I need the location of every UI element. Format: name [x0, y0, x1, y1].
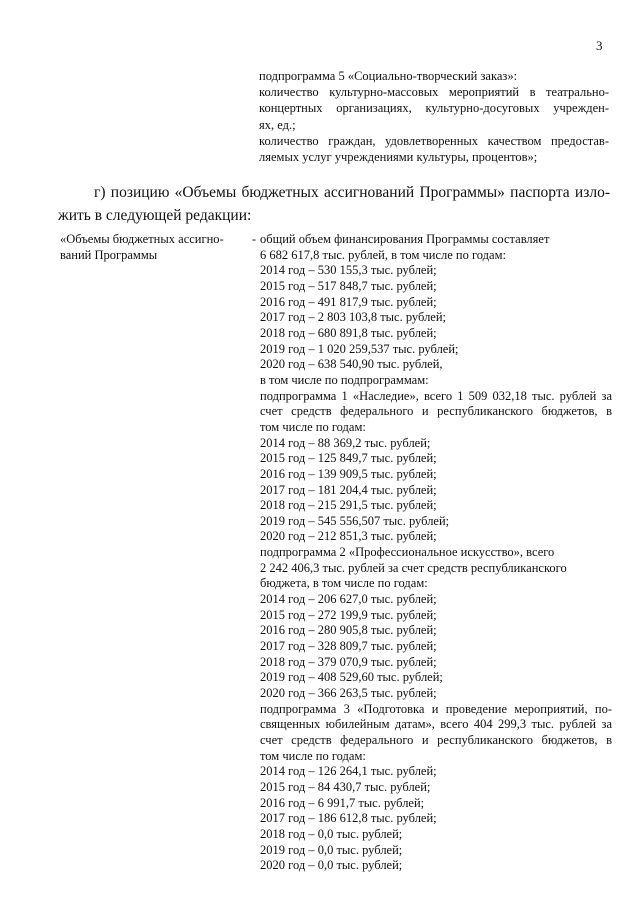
- subprogram-5-indicators: [259, 68, 609, 165]
- text-line: количество граждан, удовлетворенных качеством предостав-: [259, 133, 609, 148]
- value-line: 6 682 617,8 тыс. рублей, в том числе по годам:: [260, 247, 506, 262]
- value-line: 2019 год – 408 529,60 тыс. рублей;: [260, 670, 443, 685]
- text-line: ях, ед.;: [259, 117, 296, 132]
- label-line: ваний Программы: [60, 247, 158, 262]
- value-line: 2017 год – 328 809,7 тыс. рублей;: [260, 639, 437, 654]
- value-line: 2014 год – 206 627,0 тыс. рублей;: [260, 592, 437, 607]
- label-line: «Объемы бюджетных ассигно-: [60, 232, 224, 246]
- value-line: 2015 год – 84 430,7 тыс. рублей;: [260, 779, 431, 794]
- value-line: 2020 год – 212 851,3 тыс. рублей;: [260, 529, 437, 544]
- page-number: 3: [596, 38, 603, 53]
- value-line: 2019 год – 545 556,507 тыс. рублей;: [260, 513, 450, 528]
- value-line: священных юбилейным датам», всего 404 299,3 тыс. рублей за: [260, 717, 612, 732]
- value-line: общий объем финансирования Программы составляет: [260, 232, 550, 246]
- text-line: ляемых услуг учреждениями культуры, процентов»;: [259, 150, 538, 165]
- value-line: подпрограмма 1 «Наследие», всего 1 509 032,18 тыс. рублей за: [260, 388, 612, 403]
- value-line: счет средств федерального и республиканского бюджетов, в: [260, 733, 612, 747]
- value-line: счет средств федерального и республиканского бюджетов, в: [260, 404, 612, 419]
- value-line: 2016 год – 6 991,7 тыс. рублей;: [260, 795, 425, 810]
- value-line: 2018 год – 379 070,9 тыс. рублей;: [260, 654, 437, 669]
- value-line: 2014 год – 126 264,1 тыс. рублей;: [260, 764, 437, 779]
- value-line: 2019 год – 1 020 259,537 тыс. рублей;: [260, 341, 459, 356]
- value-line: 2016 год – 139 909,5 тыс. рублей;: [260, 466, 437, 481]
- value-line: 2 242 406,3 тыс. рублей за счет средств республиканского: [260, 560, 567, 575]
- value-line: 2020 год – 366 263,5 тыс. рублей;: [260, 686, 437, 701]
- value-line: 2014 год – 88 369,2 тыс. рублей;: [260, 435, 431, 450]
- value-line: 2018 год – 680 891,8 тыс. рублей;: [260, 325, 437, 340]
- passport-item-label: [60, 232, 260, 263]
- value-line: 2019 год – 0,0 тыс. рублей;: [260, 842, 403, 857]
- value-line: 2015 год – 125 849,7 тыс. рублей;: [260, 451, 437, 466]
- value-line: 2015 год – 517 848,7 тыс. рублей;: [260, 278, 437, 293]
- value-line: 2020 год – 638 540,90 тыс. рублей,: [260, 357, 443, 372]
- value-line: том числе по годам:: [260, 419, 366, 434]
- text-line: количество культурно-массовых мероприятий в театрально-: [259, 85, 609, 100]
- label-dash: -: [251, 232, 256, 246]
- value-line: 2016 год – 280 905,8 тыс. рублей;: [260, 623, 437, 638]
- text-line: подпрограмма 5 «Социально-творческий заказ»:: [259, 69, 518, 83]
- value-line: 2017 год – 181 204,4 тыс. рублей;: [260, 482, 437, 497]
- value-line: в том числе по подпрограммам:: [260, 372, 429, 387]
- value-line: 2018 год – 0,0 тыс. рублей;: [260, 826, 403, 841]
- value-line: 2014 год – 530 155,3 тыс. рублей;: [260, 263, 437, 278]
- passport-item-value: [260, 232, 612, 874]
- value-line: 2017 год – 186 612,8 тыс. рублей;: [260, 811, 437, 826]
- text-line: концертных организациях, культурно-досуговых учрежден-: [259, 101, 609, 116]
- value-line: 2016 год – 491 817,9 тыс. рублей;: [260, 294, 437, 309]
- paragraph-line: г) позицию «Объемы бюджетных ассигнований Программы» паспорта изло-: [94, 184, 610, 201]
- value-line: 2015 год – 272 199,9 тыс. рублей;: [260, 607, 437, 622]
- value-line: бюджета, в том числе по годам:: [260, 576, 428, 591]
- value-line: том числе по годам:: [260, 748, 366, 763]
- amendment-paragraph: [58, 181, 610, 227]
- paragraph-line: жить в следующей редакции:: [58, 207, 252, 224]
- value-line: 2017 год – 2 803 103,8 тыс. рублей;: [260, 310, 447, 325]
- value-line: подпрограмма 2 «Профессиональное искусство», всего: [260, 545, 555, 560]
- value-line: 2020 год – 0,0 тыс. рублей;: [260, 858, 403, 873]
- value-line: 2018 год – 215 291,5 тыс. рублей;: [260, 498, 437, 513]
- value-line: подпрограмма 3 «Подготовка и проведение мероприятий, по-: [260, 701, 612, 716]
